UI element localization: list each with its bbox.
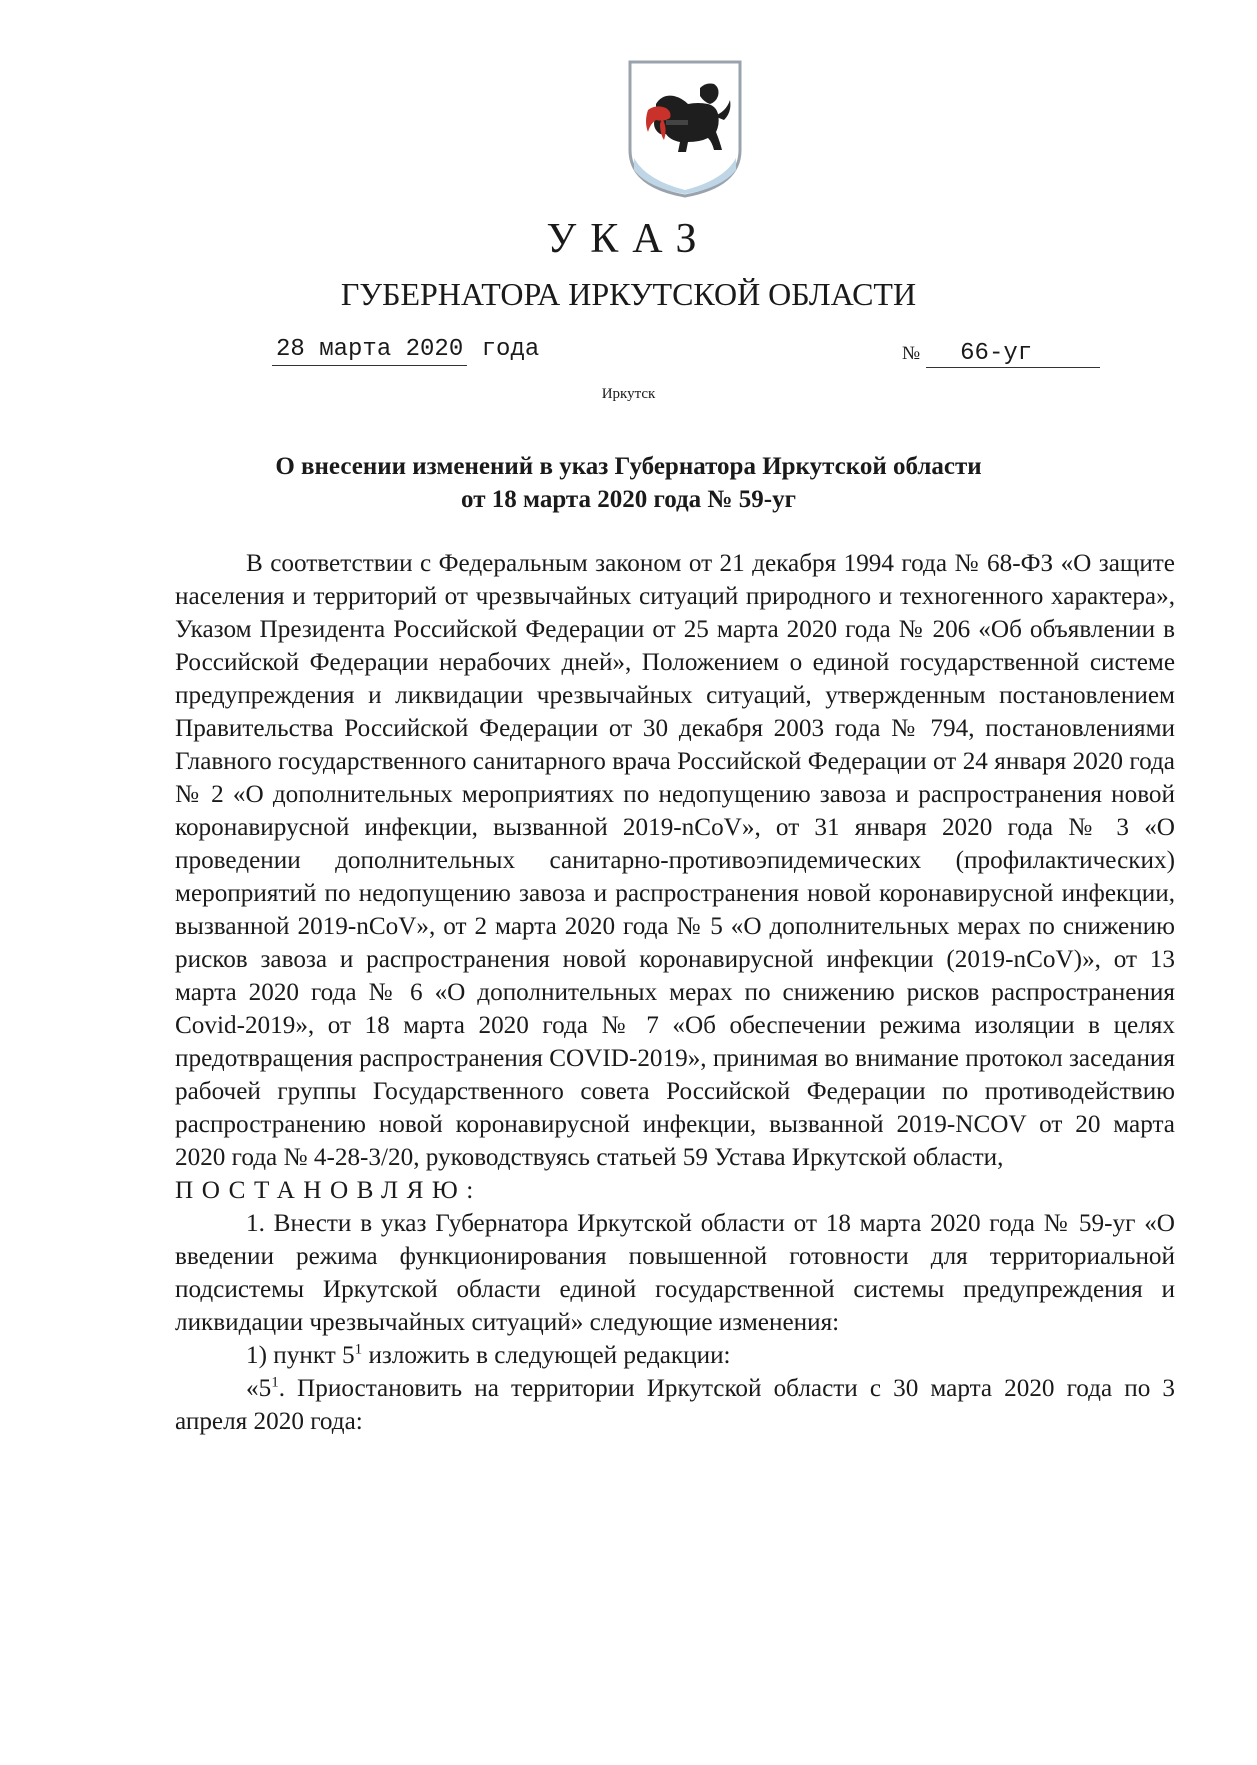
date-value: 28 марта 2020: [272, 336, 467, 366]
city-label: Иркутск: [601, 386, 656, 402]
heading-line-1: О внесении изменений в указ Губернатора Иркутской области: [275, 453, 982, 480]
document-type-title: УКАЗ: [546, 216, 711, 262]
number-sign: №: [902, 343, 921, 364]
quote-superscript: 1: [271, 1374, 279, 1391]
number-value: 66-уг: [926, 340, 1100, 368]
subitem-1-paragraph: [175, 1339, 1175, 1372]
document-date: [272, 336, 539, 366]
preamble-paragraph: В соответствии с Федеральным законом от 21 декабря 1994 года № 68-ФЗ «О защите населения и территорий от чрезвычайных ситуаций природного и техногенного характера», Указом Президента Российской Федерации от 25 марта 2020 года № 206 «Об объявлении в Российской Федерации нерабочих дней», Положением о единой государственной системе предупреждения и ликвидации чрезвычайных ситуаций, утвержденным постановлением Правительства Российской Федерации от 30 декабря 2003 года № 794, постановлениями Главного государственного санитарного врача Российской Федерации от 24 января 2020 года № 2 «О дополнительных мероприятиях по недопущению завоза и распространения новой коронавирусной инфекции, вызванной 2019-nCoV», от 31 января 2020 года № 3 «О проведении дополнительных санитарно-противоэпидемических (профилактических) мероприятий по недопущению завоза и распространения новой коронавирусной инфекции, вызванной 2019-nCoV», от 2 марта 2020 года № 5 «О дополнительных мерах по снижению рисков завоза и распространения новой коронавирусной инфекции (2019-nCoV)», от 13 марта 2020 года № 6 «О дополнительных мерах по снижению рисков распространения Covid-2019», от 18 марта 2020 года № 7 «Об обеспечении режима изоляции в целях предотвращения распространения COVID-2019», принимая во внимание протокол заседания рабочей группы Государственного совета Российской Федерации по противодействию распространению новой коронавирусной инфекции, вызванной 2019-NCOV от 20 марта 2020 года № 4-28-3/20, руководствуясь статьей 59 Устава Иркутской области,: [175, 550, 1175, 1171]
item-1-paragraph: 1. Внести в указ Губернатора Иркутской области от 18 марта 2020 года № 59-уг «О введении режима функционирования повышенной готовности для территориальной подсистемы Иркутской области единой государственной системы предупреждения и ликвидации чрезвычайных ситуаций» следующие изменения:: [175, 1210, 1175, 1336]
decree-word: ПОСТАНОВЛЯЮ:: [175, 1177, 482, 1204]
document-heading: [170, 450, 1087, 516]
date-suffix: года: [481, 336, 540, 363]
issuer-subtitle: ГУБЕРНАТОРА ИРКУТСКОЙ ОБЛАСТИ: [340, 276, 917, 312]
subitem-1-end: изложить в следующей редакции:: [362, 1342, 731, 1369]
quote-start: «5: [246, 1375, 272, 1402]
quote-paragraph: [175, 1372, 1175, 1438]
subitem-1-superscript: 1: [354, 1341, 363, 1358]
heading-line-2: от 18 марта 2020 года № 59-уг: [461, 486, 796, 513]
coat-of-arms-emblem: [626, 58, 744, 200]
quote-end: . Приостановить на территории Иркутской области с 30 марта 2020 года по 3 апреля 2020 года:: [175, 1375, 1175, 1435]
subitem-1-start: 1) пункт 5: [246, 1342, 355, 1369]
document-body: [175, 547, 1175, 1438]
document-number: [902, 340, 1100, 368]
